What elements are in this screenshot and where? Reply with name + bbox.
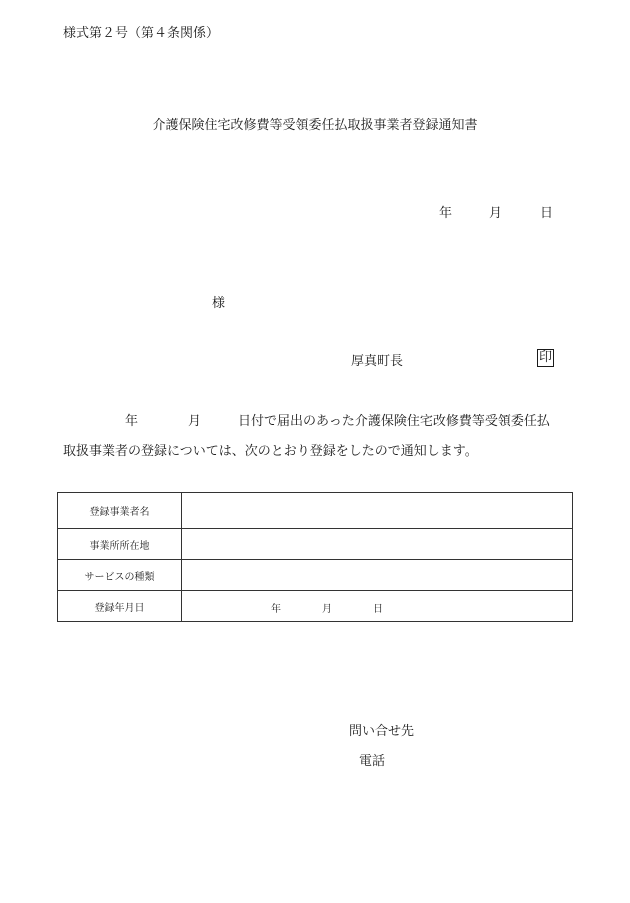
issuer-name: 厚真町長	[351, 354, 404, 369]
registration-date-label: 登録年月日	[58, 591, 182, 622]
date-year-label: 年	[439, 206, 453, 221]
body-line1-text: 日付で届出のあった介護保険住宅改修費等受領委任払	[238, 414, 550, 429]
registration-date-field[interactable]	[182, 591, 573, 622]
body-line2-text: 取扱事業者の登録については、次のとおり登録をしたので通知します。	[63, 444, 478, 459]
service-type-label: サービスの種類	[58, 560, 182, 591]
table-row	[58, 560, 573, 591]
body-year-label: 年	[125, 414, 139, 429]
reg-day-label: 日	[373, 604, 383, 615]
business-name-label: 登録事業者名	[58, 493, 182, 529]
body-month-label: 月	[188, 414, 202, 429]
reg-year-label: 年	[271, 604, 281, 615]
contact-label: 問い合せ先	[349, 724, 415, 739]
form-number: 様式第２号（第４条関係）	[63, 26, 220, 41]
date-day-label: 日	[540, 206, 554, 221]
office-address-label: 事業所所在地	[58, 529, 182, 560]
table-row	[58, 493, 573, 529]
date-month-label: 月	[489, 206, 503, 221]
addressee-honorific: 様	[212, 296, 226, 311]
reg-month-label: 月	[322, 604, 332, 615]
table-row	[58, 591, 573, 622]
office-address-field[interactable]	[182, 529, 573, 560]
service-type-field[interactable]	[182, 560, 573, 591]
business-name-field[interactable]	[182, 493, 573, 529]
table-row	[58, 529, 573, 560]
phone-label: 電話	[359, 754, 386, 769]
seal-mark: 印	[539, 350, 553, 365]
registration-table	[57, 492, 573, 622]
document-title: 介護保険住宅改修費等受領委任払取扱事業者登録通知書	[152, 118, 478, 133]
